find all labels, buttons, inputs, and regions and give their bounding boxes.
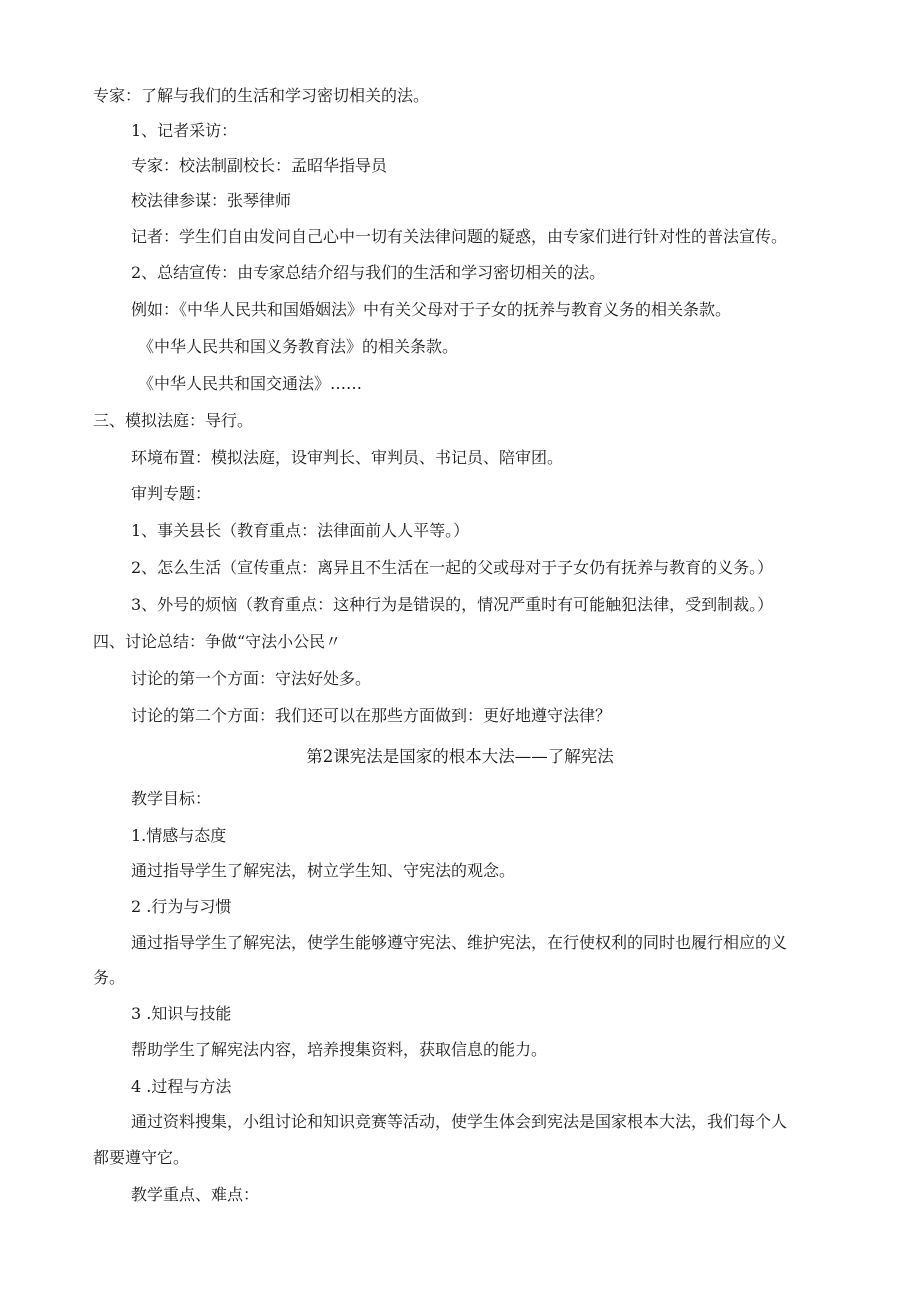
text-line: 3、外号的烦恼（教育重点：这种行为是错误的，情况严重时有可能触犯法律，受到制裁。）	[131, 595, 774, 614]
text-line: 务。	[93, 968, 126, 987]
text-line: 都要遵守它。	[93, 1148, 190, 1167]
text-line: 专家：校法制副校长：孟昭华指导员	[131, 156, 388, 175]
text-line: 1.情感与态度	[131, 826, 227, 845]
text-line: 2 .行为与习惯	[131, 897, 232, 916]
text-line: 通过指导学生了解宪法，使学生能够遵守宪法、维护宪法，在行使权利的同时也履行相应的义	[131, 933, 788, 952]
text-line: 3 .知识与技能	[131, 1004, 232, 1023]
text-line: 1、事关县长（教育重点：法律面前人人平等。）	[131, 521, 470, 540]
section-heading: 三、模拟法庭：导行。	[93, 411, 254, 430]
text-line: 教学目标：	[131, 789, 212, 808]
lesson-title: 第2课宪法是国家的根本大法——了解宪法	[306, 747, 614, 766]
text-line: 《中华人民共和国交通法》……	[138, 374, 363, 393]
text-line: 《中华人民共和国义务教育法》的相关条款。	[138, 337, 459, 356]
text-line: 例如：《中华人民共和国婚姻法》中有关父母对于子女的抚养与教育义务的相关条款。	[131, 300, 732, 319]
text-line: 讨论的第二个方面：我们还可以在那些方面做到：更好地遵守法律？	[131, 706, 612, 725]
text-line: 记者：学生们自由发问自己心中一切有关法律问题的疑惑，由专家们进行针对性的普法宣传。	[131, 227, 788, 246]
text-line: 2、怎么生活（宣传重点：离异且不生活在一起的父或母对于子女仍有抚养与教育的义务。）	[131, 558, 774, 577]
text-line: 帮助学生了解宪法内容，培养搜集资料，获取信息的能力。	[131, 1040, 548, 1059]
text-line: 2、总结宣传：由专家总结介绍与我们的生活和学习密切相关的法。	[131, 263, 606, 282]
text-line: 4 .过程与方法	[131, 1077, 232, 1096]
text-line: 1、记者采访：	[131, 121, 238, 140]
text-line: 校法律参谋：张琴律师	[131, 191, 292, 210]
section-heading: 四、讨论总结：争做“守法小公民〃	[93, 632, 342, 651]
text-line: 通过指导学生了解宪法，树立学生知、守宪法的观念。	[131, 861, 516, 880]
text-line: 讨论的第一个方面：守法好处多。	[131, 669, 372, 688]
text-line: 环境布置：模拟法庭，设审判长、审判员、书记员、陪审团。	[131, 448, 564, 467]
text-line: 审判专题：	[131, 484, 212, 503]
text-line: 通过资料搜集，小组讨论和知识竞赛等活动，使学生体会到宪法是国家根本大法，我们每个人	[131, 1112, 788, 1131]
text-line: 教学重点、难点：	[131, 1185, 260, 1204]
text-line: 专家：了解与我们的生活和学习密切相关的法。	[93, 86, 430, 105]
